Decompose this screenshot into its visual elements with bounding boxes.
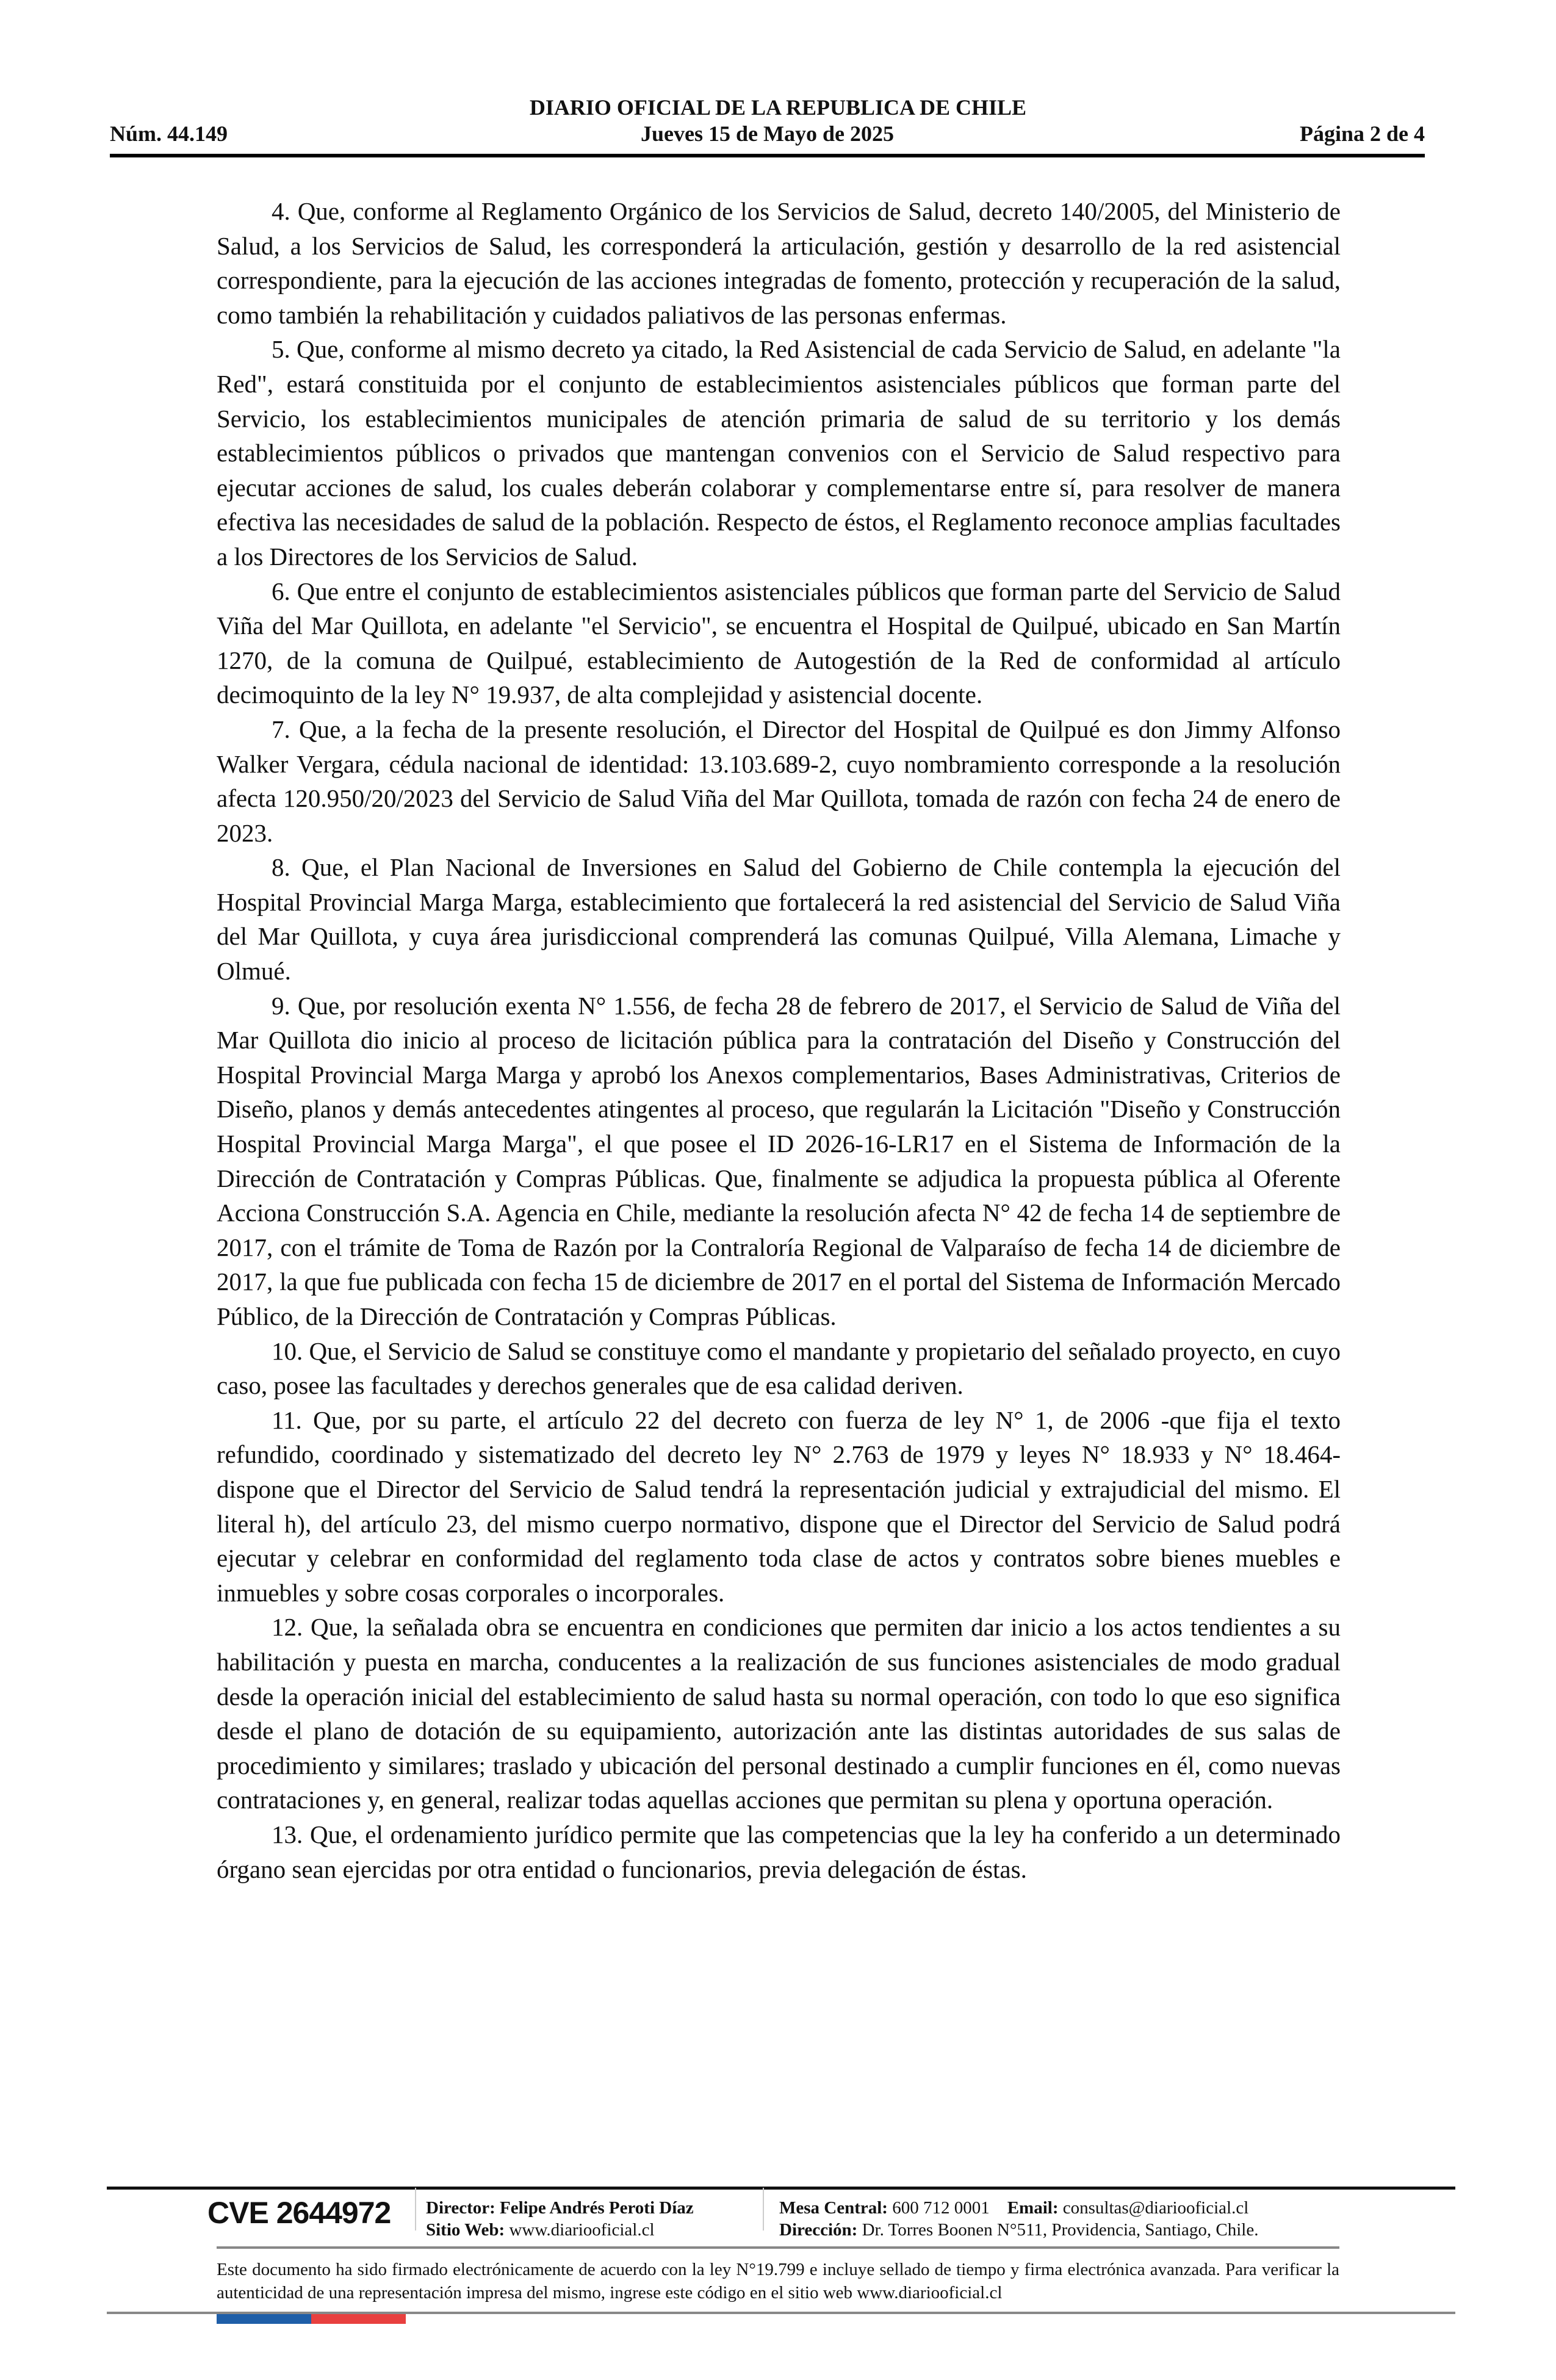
paragraph-8: 8. Que, el Plan Nacional de Inversiones en Salud del Gobierno de Chile contempla la ejecución del Hospital Provincial Marga Marga, establecimiento que fortalecerá la red asistencial del Servicio de Salud Viña del Mar Quillota, y cuya área jurisdiccional comprenderá las comunas Quilpué, Villa Alemana, Limache y Olmué. <box>217 853 1341 986</box>
address-label: Dirección: <box>779 2220 858 2240</box>
page-number: Página 2 de 4 <box>1299 121 1425 146</box>
paragraph-6: 6. Que entre el conjunto de establecimientos asistenciales públicos que forman parte del Servicio de Salud Viña del Mar Quillota, en adelante "el Servicio", se encuentra el Hospital de Quilpué, ubicado en San Martín 1270, de la comuna de Quilpué, establecimiento de Autogestión de la Red de conformidad al artículo decimoquinto de la ley N° 19.937, de alta complejidad y asistencial docente. <box>217 577 1341 709</box>
phone-label: Mesa Central: <box>779 2198 888 2218</box>
footer-director-block <box>426 2197 694 2241</box>
director-label: Director: <box>426 2198 495 2218</box>
web-link[interactable]: www.diariooficial.cl <box>509 2220 655 2240</box>
header-divider <box>110 154 1425 157</box>
issue-date: Jueves 15 de Mayo de 2025 <box>641 121 894 146</box>
email-link[interactable]: consultas@diariooficial.cl <box>1062 2198 1249 2218</box>
footer-divider <box>217 2246 1339 2249</box>
footer-contact-block <box>779 2197 1258 2241</box>
footer-divider <box>107 2187 1455 2190</box>
publication-title: DIARIO OFICIAL DE LA REPUBLICA DE CHILE <box>529 95 1027 120</box>
director-name: Felipe Andrés Peroti Díaz <box>500 2198 694 2218</box>
signature-disclaimer: Este documento ha sido firmado electrónicamente de acuerdo con la ley N°19.799 e incluye sellado de tiempo y firma electrónica avanzada. Para verificar la autenticidad de una representación impresa del mismo, ingrese este código en el sitio web www.diariooficial.cl <box>217 2260 1339 2302</box>
document-body <box>217 194 1341 1886</box>
email-label: Email: <box>1007 2198 1059 2218</box>
flag-stripe-red <box>311 2314 406 2324</box>
flag-stripe-blue <box>217 2314 311 2324</box>
paragraph-5: 5. Que, conforme al mismo decreto ya citado, la Red Asistencial de cada Servicio de Salud, en adelante "la Red", estará constituida por el conjunto de establecimientos asistenciales públicos que forman parte del Servicio, los establecimientos municipales de atención primaria de salud de su territorio y los demás establecimientos públicos o privados que mantengan convenios con el Servicio de Salud respectivo para ejecutar acciones de salud, los cuales deberán colaborar y complementarse entre sí, para resolver de manera efectiva las necesidades de salud de la población. Respecto de éstos, el Reglamento reconoce amplias facultades a los Directores de los Servicios de Salud. <box>217 335 1341 571</box>
address: Dr. Torres Boonen N°511, Providencia, Santiago, Chile. <box>862 2220 1259 2240</box>
web-label: Sitio Web: <box>426 2220 505 2240</box>
paragraph-7: 7. Que, a la fecha de la presente resolución, el Director del Hospital de Quilpué es don Jimmy Alfonso Walker Vergara, cédula nacional de identidad: 13.103.689-2, cuyo nombramiento corresponde a la resolución afecta 120.950/20/2023 del Servicio de Salud Viña del Mar Quillota, tomada de razón con fecha 24 de enero de 2023. <box>217 715 1341 847</box>
footer-separator <box>763 2188 764 2230</box>
paragraph-4: 4. Que, conforme al Reglamento Orgánico de los Servicios de Salud, decreto 140/2005, del Ministerio de Salud, a los Servicios de Salud, les corresponderá la articulación, gestión y desarrollo de la red asistencial correspondiente, para la ejecución de las acciones integradas de fomento, protección y recuperación de la salud, como también la rehabilitación y cuidados paliativos de las personas enfermas. <box>217 197 1341 329</box>
issue-number: Núm. 44.149 <box>110 121 228 146</box>
footer-separator <box>415 2188 416 2230</box>
paragraph-12: 12. Que, la señalada obra se encuentra en condiciones que permiten dar inicio a los actos tendientes a su habilitación y puesta en marcha, conducentes a la realización de sus funciones asistenciales de modo gradual desde la operación inicial del establecimiento de salud hasta su normal operación, con todo lo que eso significa desde el plano de dotación de su equipamiento, autorización ante las distintas autoridades de sus salas de procedimiento y similares; traslado y ubicación del personal destinado a cumplir funciones en él, como nuevas contrataciones y, en general, realizar todas aquellas acciones que permitan su plena y oportuna operación. <box>217 1613 1341 1814</box>
paragraph-10: 10. Que, el Servicio de Salud se constituye como el mandante y propietario del señalado proyecto, en cuyo caso, posee las facultades y derechos generales que de esa calidad deriven. <box>217 1336 1341 1400</box>
paragraph-13: 13. Que, el ordenamiento jurídico permite que las competencias que la ley ha conferido a un determinado órgano sean ejercidas por otra entidad o funcionarios, previa delegación de éstas. <box>217 1820 1341 1883</box>
phone: 600 712 0001 <box>892 2198 990 2218</box>
paragraph-9: 9. Que, por resolución exenta N° 1.556, de fecha 28 de febrero de 2017, el Servicio de Salud de Viña del Mar Quillota dio inicio al proceso de licitación pública para la contratación del Diseño y Construcción del Hospital Provincial Marga Marga y aprobó los Anexos complementarios, Bases Administrativas, Criterios de Diseño, planos y demás antecedentes atingentes al proceso, que regularán la Licitación "Diseño y Construcción Hospital Provincial Marga Marga", el que posee el ID 2026-16-LR17 en el Sistema de Información de la Dirección de Contratación y Compras Públicas. Que, finalmente se adjudica la propuesta pública al Oferente Acciona Construcción S.A. Agencia en Chile, mediante la resolución afecta N° 42 de fecha 14 de septiembre de 2017, con el trámite de Toma de Razón por la Contraloría Regional de Valparaíso de fecha 14 de diciembre de 2017, la que fue publicada con fecha 15 de diciembre de 2017 en el portal del Sistema de Información Mercado Público, de la Dirección de Contratación y Compras Públicas. <box>217 991 1341 1330</box>
paragraph-11: 11. Que, por su parte, el artículo 22 del decreto con fuerza de ley N° 1, de 2006 -que fija el texto refundido, coordinado y sistematizado del decreto ley N° 2.763 de 1979 y leyes N° 18.933 y N° 18.464- dispone que el Director del Servicio de Salud tendrá la representación judicial y extrajudicial del mismo. El literal h), del artículo 23, del mismo cuerpo normativo, dispone que el Director del Servicio de Salud podrá ejecutar y celebrar en conformidad del reglamento toda clase de actos y contratos sobre bienes muebles e inmuebles y sobre cosas corporales o incorporales. <box>217 1405 1341 1607</box>
cve-code: CVE 2644972 <box>207 2196 391 2230</box>
